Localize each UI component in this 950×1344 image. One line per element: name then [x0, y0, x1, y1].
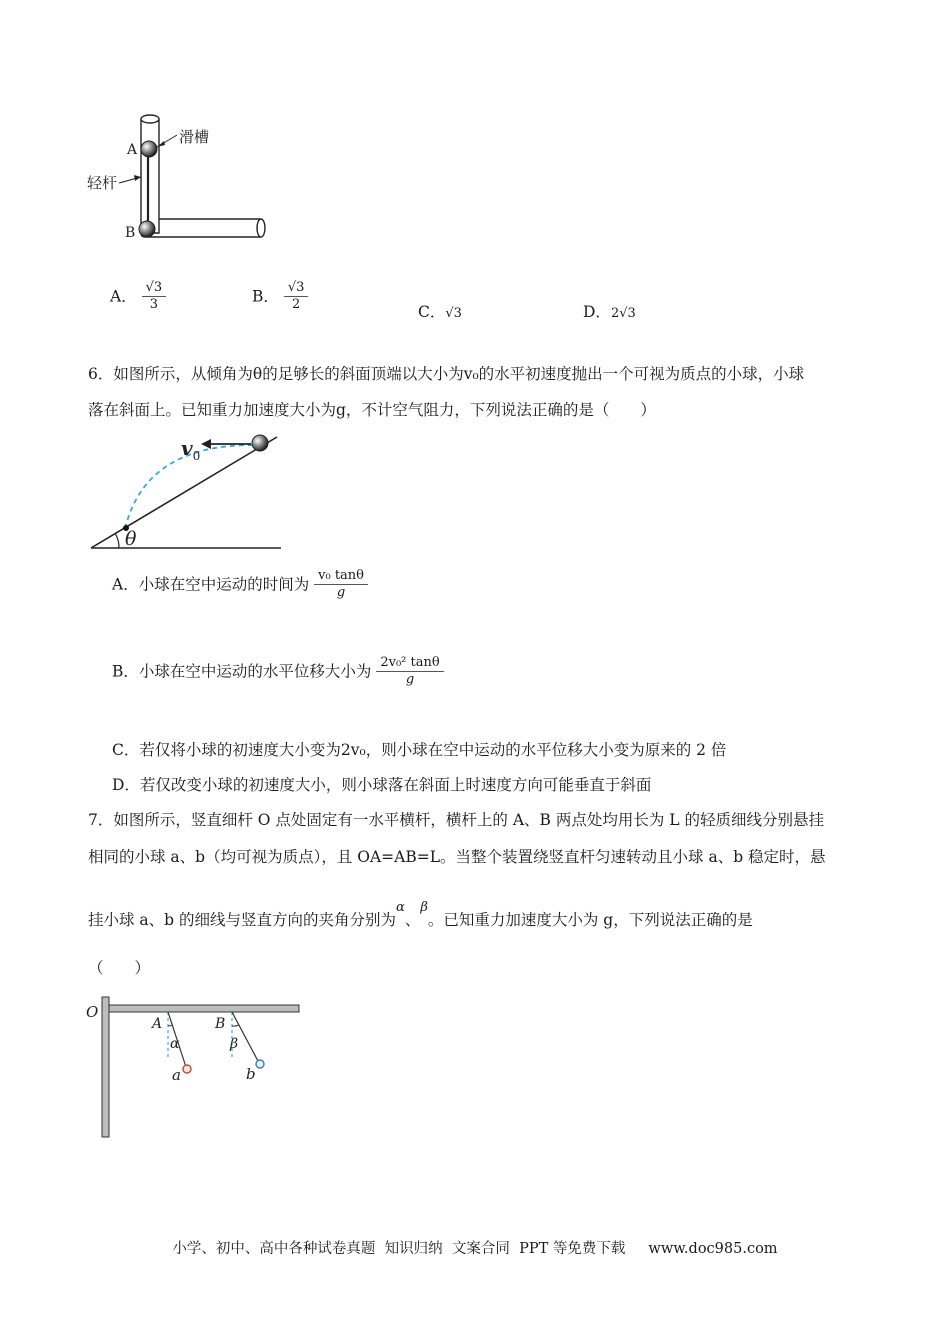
q7-figure — [82, 995, 307, 1140]
q5-option-a — [110, 280, 166, 313]
q5-figure — [85, 105, 275, 245]
q6-option-b — [112, 655, 444, 688]
v0-label: $v_0$ — [181, 436, 201, 463]
label-ball-a: a — [172, 1066, 181, 1084]
option-a-fraction: $\frac{\text{v₀ tanθ}}{g}$ — [314, 568, 368, 601]
q6-stem-line1: 6．如图所示，从倾角为θ的足够长的斜面顶端以大小为v₀的水平初速度抛出一个可视为质点的小球，小球 — [88, 365, 805, 383]
label-rod: 轻杆 — [87, 174, 118, 192]
label-o: O — [86, 1003, 99, 1021]
option-letter: C． — [418, 303, 446, 321]
option-letter: A． — [110, 287, 137, 306]
q6-figure — [85, 425, 290, 555]
label-slot: 滑槽 — [179, 128, 210, 146]
theta-label: θ — [125, 528, 137, 550]
label-ball-b: b — [246, 1065, 256, 1083]
q6-stem-line2: 落在斜面上。已知重力加速度大小为g，不计空气阻力，下列说法正确的是（ ） — [88, 401, 656, 419]
label-b: B — [125, 225, 136, 241]
q5-option-d — [583, 302, 636, 324]
q7-stem-line1: 7．如图所示，竖直细杆 O 点处固定有一水平横杆，横杆上的 A、B 两点处均用长为 L 的轻质细线分别悬挂 — [88, 811, 825, 829]
alpha-symbol: α — [396, 900, 405, 915]
ball-a — [183, 1065, 191, 1073]
ball-b — [256, 1060, 264, 1068]
horizontal-bar — [109, 1005, 299, 1012]
theta-arc — [115, 533, 119, 548]
q7-stem-line3: 挂小球 a、b 的细线与竖直方向的夹角分别为$^\alpha$、$^\beta$。已知重力加速度大小为 g，下列说法正确的是 — [88, 900, 753, 929]
ball-a — [141, 141, 157, 157]
q7-stem-line2: 相同的小球 a、b（均可视为质点），且 OA=AB=L。当整个装置绕竖直杆匀速转动且小球 a、b 稳定时，悬 — [88, 848, 826, 866]
q5-option-b — [252, 280, 308, 313]
label-beta: β — [230, 1036, 239, 1052]
projectile-ball — [252, 435, 268, 451]
page-footer: 小学、初中、高中各种试卷真题 知识归纳 文案合同 PPT 等免费下载 www.doc985.com — [172, 1241, 778, 1257]
slot-vertical — [141, 119, 159, 233]
q6-option-a — [112, 568, 368, 601]
option-fraction: $\frac{√3}{2}$ — [284, 280, 309, 313]
option-expr: √3 — [445, 306, 462, 321]
q7-paren: （ ） — [88, 959, 151, 977]
option-letter: B． — [252, 287, 279, 306]
option-b-text: B．小球在空中运动的水平位移大小为 — [112, 662, 372, 681]
label-b-point: B — [215, 1016, 226, 1032]
q6-option-d: D．若仅改变小球的初速度大小，则小球落在斜面上时速度方向可能垂直于斜面 — [112, 776, 652, 794]
option-b-fraction: $\frac{\text{2v₀² tanθ}}{g}$ — [376, 655, 443, 688]
option-a-text: A．小球在空中运动的时间为 — [112, 575, 310, 594]
label-alpha: α — [170, 1036, 180, 1052]
option-expr: 2√3 — [610, 306, 636, 321]
ball-b — [139, 221, 155, 237]
slot-horizontal — [159, 219, 261, 237]
vertical-rod — [102, 997, 109, 1137]
option-fraction: $\frac{√3}{3}$ — [142, 280, 167, 313]
q6-option-c: C．若仅将小球的初速度大小变为2v₀，则小球在空中运动的水平位移大小变为原来的 2 倍 — [112, 741, 727, 759]
q5-option-c — [418, 302, 462, 324]
beta-symbol: β — [420, 900, 428, 915]
option-letter: D． — [583, 303, 611, 321]
label-a: A — [127, 142, 138, 158]
label-a-point: A — [152, 1016, 163, 1032]
